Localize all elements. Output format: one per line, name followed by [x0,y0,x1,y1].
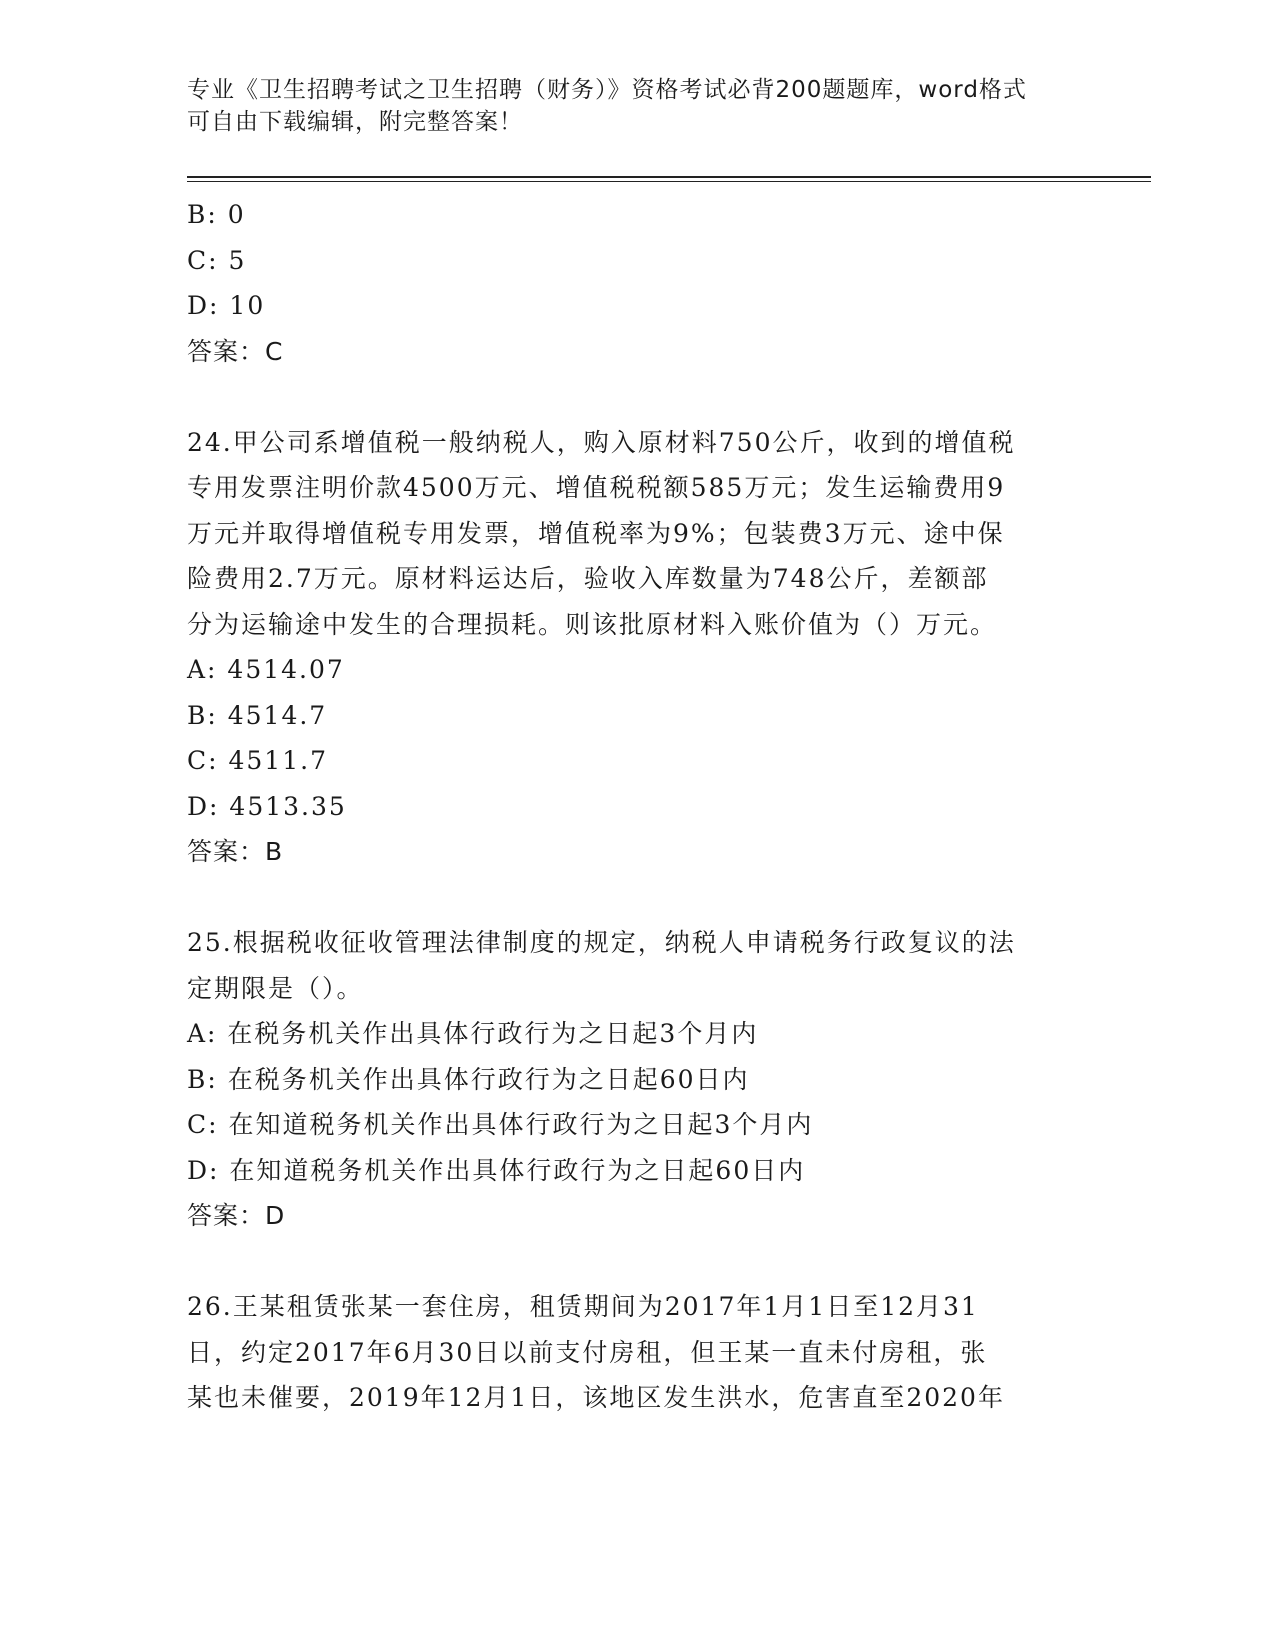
answer-line [187,829,1087,875]
question-stem-line: 某也未催要，2019年12月1日，该地区发生洪水，危害直至2020年 [187,1383,1005,1412]
answer-value: B [265,837,284,866]
header-divider-thin [187,181,1151,182]
option-a: A: 4514.07 [187,655,345,684]
answer-label: 答案： [187,336,266,366]
option-a: A: 在税务机关作出具体行政行为之日起3个月内 [187,1019,759,1048]
question-23-tail [187,192,1087,374]
question-stem-line: 24.甲公司系增值税一般纳税人，购入原材料750公斤，收到的增值税 [187,427,1016,457]
question-26 [187,1284,1087,1421]
header-divider-thick [187,176,1151,178]
spacer [187,1239,1087,1285]
option-d: D: 10 [187,291,266,320]
spacer [187,374,1087,420]
option-b: B: 0 [187,200,246,229]
answer-label: 答案： [187,837,266,866]
option-d: D: 在知道税务机关作出具体行政行为之日起60日内 [187,1155,806,1185]
option-c: C: 在知道税务机关作出具体行政行为之日起3个月内 [187,1110,814,1139]
answer-value: C [265,336,284,366]
answer-label: 答案： [187,1201,266,1230]
answer-value: D [265,1201,286,1230]
option-b: B: 4514.7 [187,700,328,730]
option-c: C: 4511.7 [187,746,328,775]
question-stem-line: 万元并取得增值税专用发票，增值税率为9%；包装费3万元、途中保 [187,518,1005,548]
question-stem-line: 26.王某租赁张某一套住房，租赁期间为2017年1月1日至12月31 [187,1292,979,1321]
spacer [187,875,1087,921]
option-d: D: 4513.35 [187,791,347,821]
question-25 [187,920,1087,1239]
question-stem-line: 专用发票注明价款4500万元、增值税税额585万元；发生运输费用9 [187,473,1006,502]
header-title-line-2: 可自由下载编辑，附完整答案！ [187,109,523,135]
header-title-line-1: 专业《卫生招聘考试之卫生招聘（财务）》资格考试必背200题题库，word格式 [187,77,1027,103]
question-stem-line: 险费用2.7万元。原材料运达后，验收入库数量为748公斤，差额部 [187,564,989,593]
question-stem-line: 分为运输途中发生的合理损耗。则该批原材料入账价值为（）万元。 [187,609,998,639]
option-b: B: 在税务机关作出具体行政行为之日起60日内 [187,1064,750,1094]
answer-line [187,329,1087,375]
option-c: C: 5 [187,245,247,275]
question-24 [187,420,1087,875]
question-stem-line: 日，约定2017年6月30日以前支付房租，但王某一直未付房租，张 [187,1337,988,1367]
question-stem-line: 25.根据税收征收管理法律制度的规定，纳税人申请税务行政复议的法 [187,928,1016,957]
document-header [187,74,1067,138]
answer-line [187,1193,1087,1239]
question-content [187,192,1087,1421]
question-stem-line: 定期限是（）。 [187,973,364,1003]
